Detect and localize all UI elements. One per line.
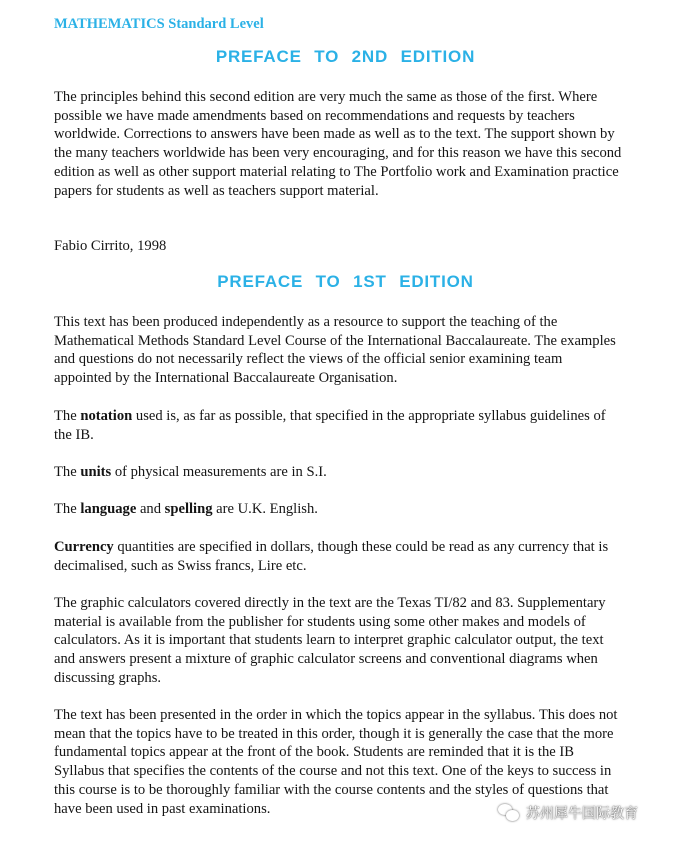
preface-2nd-edition-title: PREFACE TO 2ND EDITION (215, 47, 476, 66)
language-term: language (80, 501, 137, 517)
preface-2nd-edition-signature: Fabio Cirrito, 1998 (54, 238, 167, 254)
wechat-logo-icon (498, 804, 520, 822)
units-paragraph: The units of physical measurements are in S.I. (54, 464, 327, 480)
running-head: MATHEMATICS Standard Level (54, 16, 264, 32)
calculators-paragraph: The graphic calculators covered directly in the text are the Texas TI/82 and 83. Supplementary material is available from the publisher for students using some other makes and models of calculators. As it is important that students learn to interpret graphic calculator output, the text and answers present a mixture of graphic calculator screens and conventional diagrams when discussing graphs. (54, 595, 606, 686)
topic-order-paragraph: The text has been presented in the order in which the topics appear in the syllabus. This does not mean that the topics have to be treated in this order, though it is generally the case that the more fundamental topics appear at the front of the book. Students are reminded that it is the IB Syllabus that specifies the contents of the course and not this text. One of the keys to success in this course is to be thoroughly familiar with the course contents and the styles of questions that have been used in past examinations. (54, 707, 618, 817)
units-term: units (80, 464, 112, 480)
wechat-watermark (498, 803, 638, 823)
notation-term: notation (80, 408, 133, 424)
currency-paragraph: Currency quantities are specified in dollars, though these could be read as any currency that is decimalised, such as Swiss francs, Lire etc. (54, 539, 609, 574)
watermark-text: 苏州犀牛国际教育 (526, 806, 638, 822)
language-paragraph: The language and spelling are U.K. English. (54, 501, 318, 517)
preface-1st-edition-title: PREFACE TO 1ST EDITION (217, 272, 474, 291)
notation-paragraph: The notation used is, as far as possible, that specified in the appropriate syllabus guidelines of the IB. (54, 408, 606, 443)
spelling-term: spelling (164, 501, 213, 517)
currency-term: Currency (54, 539, 114, 555)
preface-2nd-edition-body: The principles behind this second edition are very much the same as those of the first. Where possible we have made amendments based on recommendations and requests by teachers worldwide. Corrections to answers have been made as well as to the text. The support shown by the many teachers worldwide has been very encouraging, and for this reason we have this second edition as well as other support material relating to The Portfolio work and Examination practice papers for students as well as teachers support material. (54, 89, 622, 199)
preface-1st-intro-paragraph: This text has been produced independently as a resource to support the teaching of the Mathematical Methods Standard Level Course of the International Baccalaureate. The examples and questions do not necessarily reflect the views of the official senior examining team appointed by the International Baccalaureate Organisation. (54, 314, 616, 387)
